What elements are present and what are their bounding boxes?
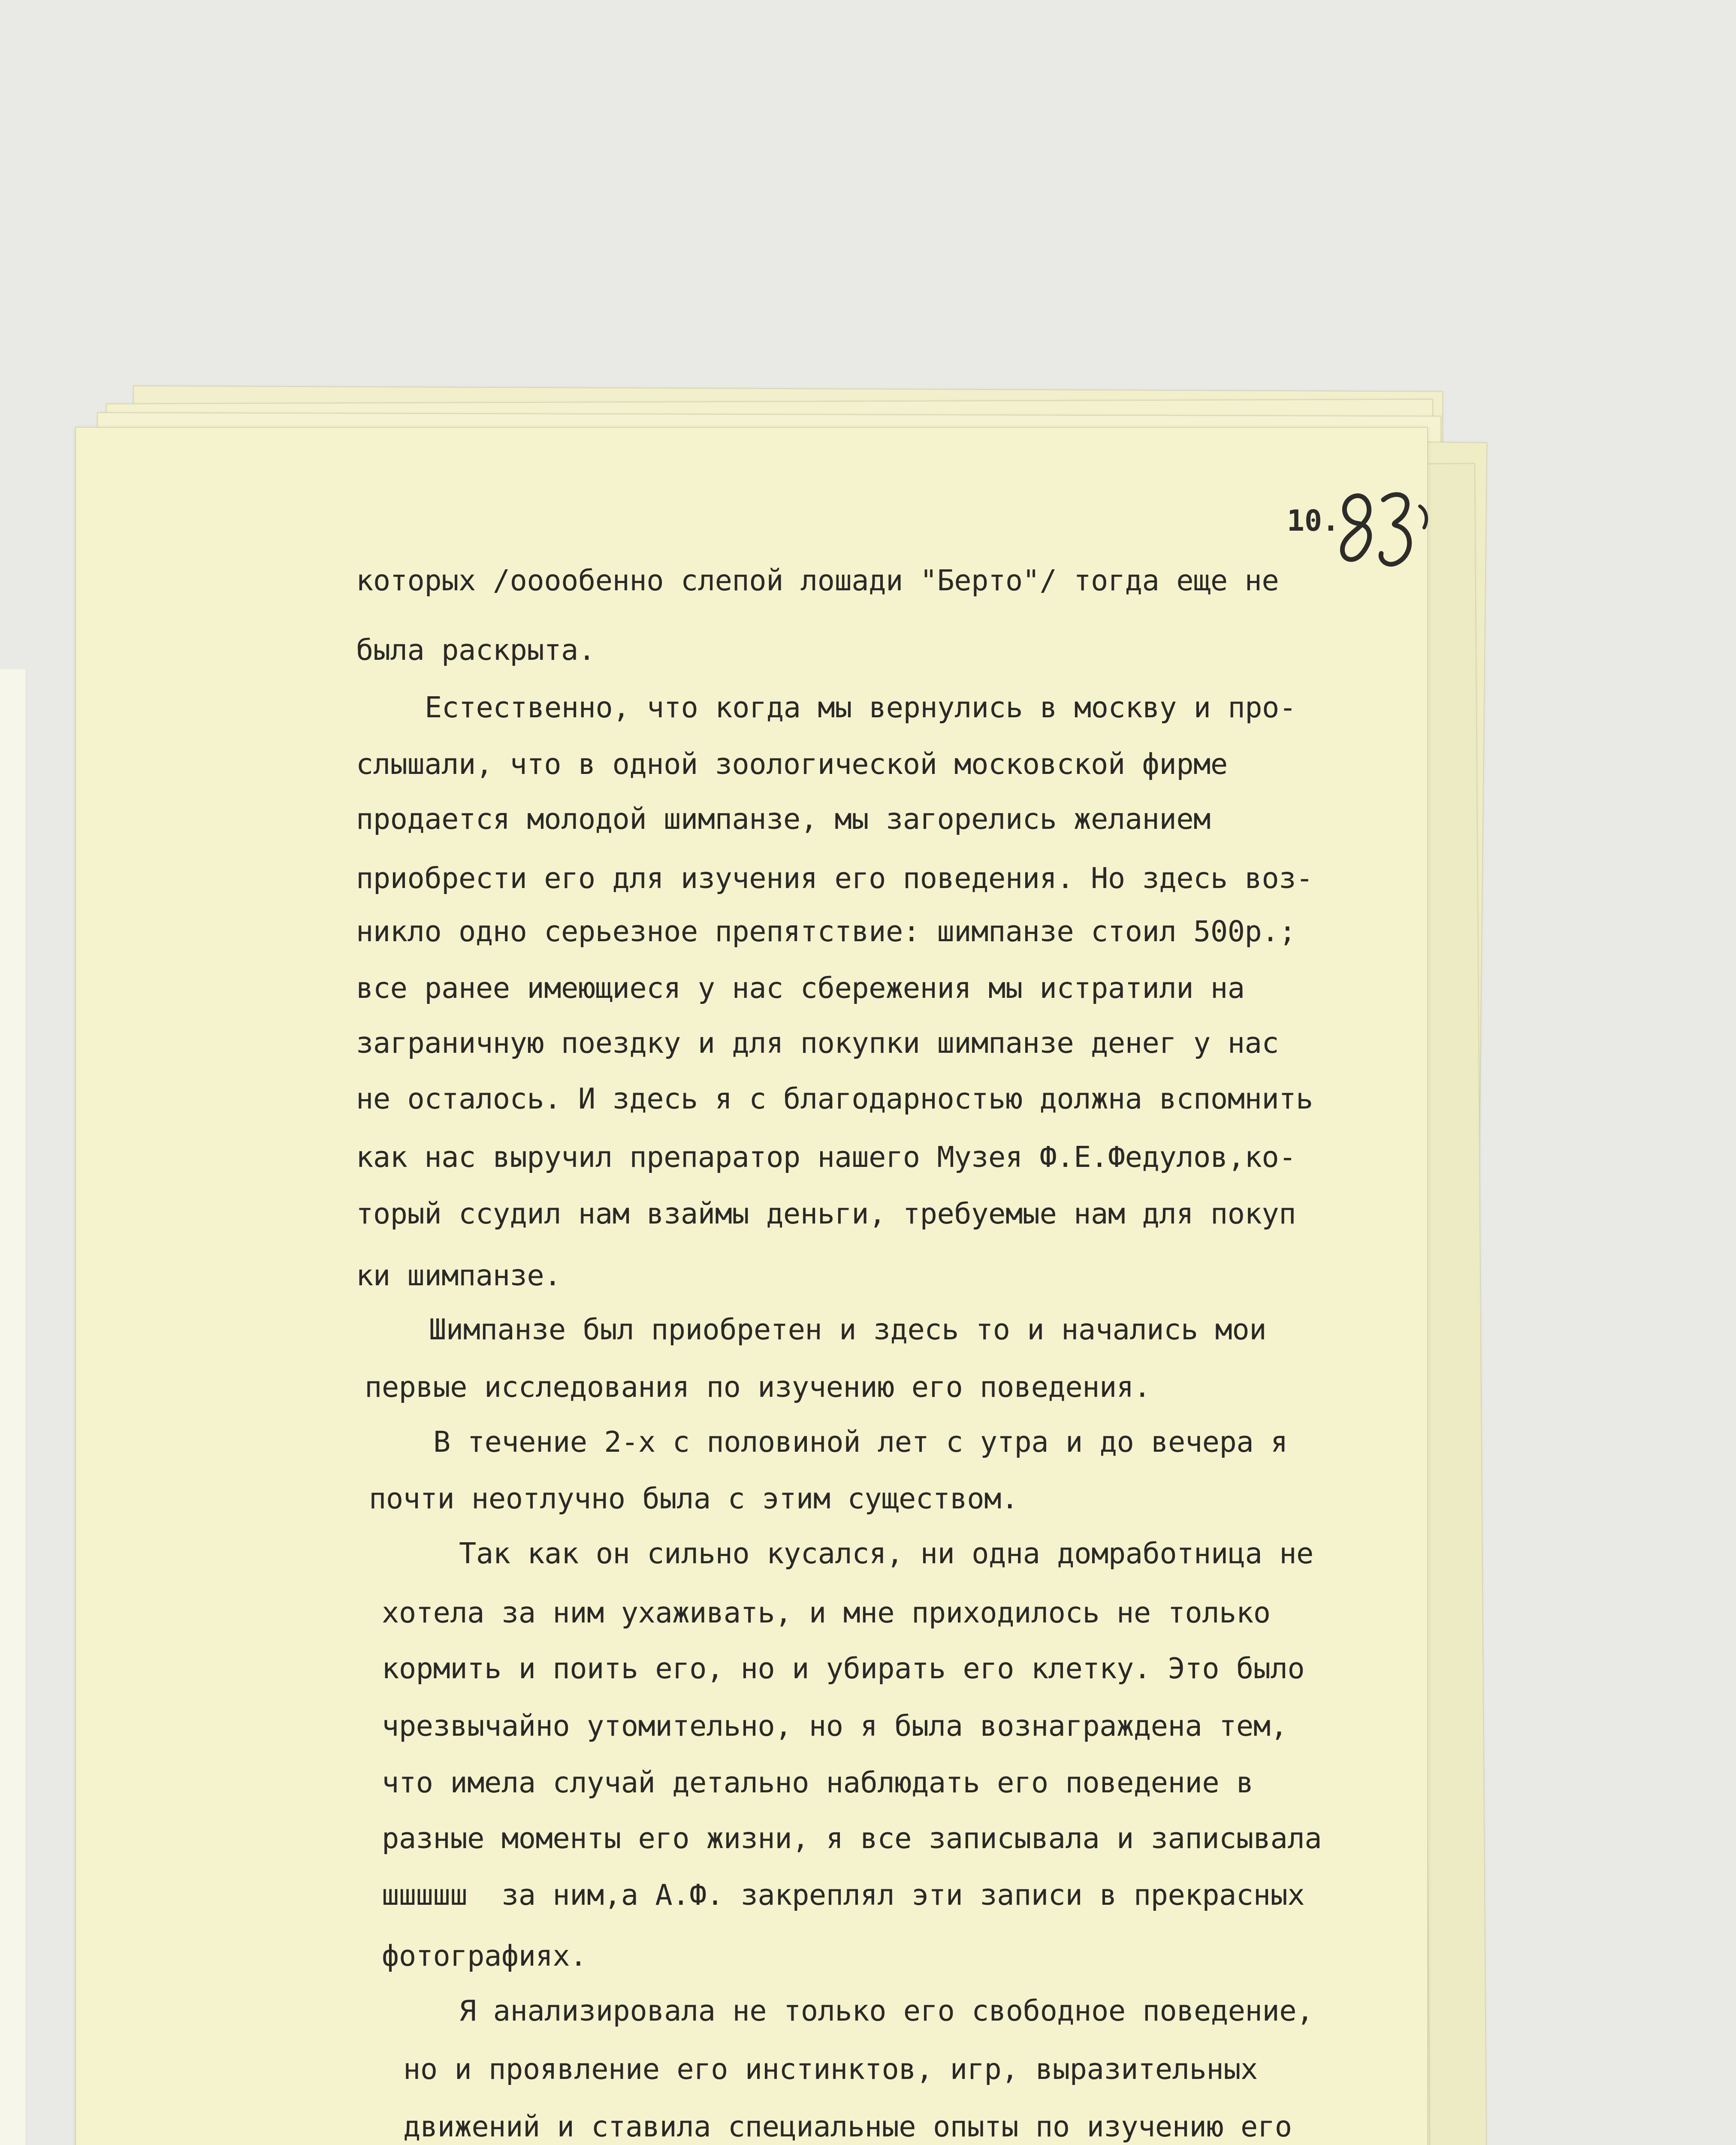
text-line: Шимпанзе был приобретен и здесь то и начались мои: [429, 1313, 1267, 1346]
text-line: движений и ставила специальные опыты по изучению его: [403, 2110, 1292, 2143]
underlying-sheet-edge: [0, 669, 26, 2145]
text-line: хотела за ним ухаживать, и мне приходилось не только: [382, 1596, 1271, 1629]
text-line: почти неотлучно была с этим существом.: [369, 1482, 1018, 1515]
text-line: как нас выручил препаратор нашего Музея Ф.Е.Федулов,ко-: [356, 1140, 1296, 1174]
text-line: слышали, что в одной зоологической московской фирме: [356, 747, 1228, 781]
text-line: но и проявление его инстинктов, игр, выразительных: [403, 2052, 1258, 2086]
text-line: приобрести его для изучения его поведения. Но здесь воз-: [356, 861, 1313, 895]
text-line: разные моменты его жизни, я все записывала и записывала: [382, 1822, 1322, 1855]
text-line: заграничную поездку и для покупки шимпанзе денег у нас: [356, 1026, 1279, 1060]
text-line: не осталось. И здесь я с благодарностью должна вспомнить: [356, 1082, 1313, 1115]
text-line: была раскрыта.: [356, 633, 595, 667]
text-line: В течение 2-х с половиной лет с утра и до вечера я: [433, 1425, 1288, 1459]
text-line: чрезвычайно утомительно, но я была вознаграждена тем,: [382, 1709, 1288, 1743]
text-line: Я анализировала не только его свободное поведение,: [459, 1994, 1313, 2027]
text-line: кормить и поить его, но и убирать его клетку. Это было: [382, 1652, 1305, 1685]
text-line: которых /ооообенно слепой лошади "Берто"/ тогда еще не: [356, 564, 1279, 597]
text-line: первые исследования по изучению его поведения.: [365, 1370, 1151, 1404]
text-line: фотографиях.: [382, 1939, 587, 1973]
text-line: торый ссудил нам взаймы деньги, требуемые нам для покуп: [356, 1197, 1296, 1230]
text-line: все ранее имеющиеся у нас сбережения мы истратили на: [356, 971, 1245, 1005]
text-line: никло одно серьезное препятствие: шимпанзе стоил 500р.;: [356, 915, 1296, 948]
text-line: Так как он сильно кусался, ни одна домработница не: [459, 1537, 1313, 1570]
page-number: 10.: [1287, 504, 1340, 538]
text-line: Естественно, что когда мы вернулись в москву и про-: [425, 691, 1296, 724]
text-line: продается молодой шимпанзе, мы загорелись желанием: [356, 802, 1211, 836]
text-line: шшшшш за ним,а А.Ф. закреплял эти записи в прекрасных: [382, 1878, 1305, 1912]
text-line: ки шимпанзе.: [356, 1259, 562, 1292]
text-line: что имела случай детально наблюдать его поведение в: [382, 1766, 1253, 1799]
handwritten-archive-number: [1338, 480, 1433, 579]
